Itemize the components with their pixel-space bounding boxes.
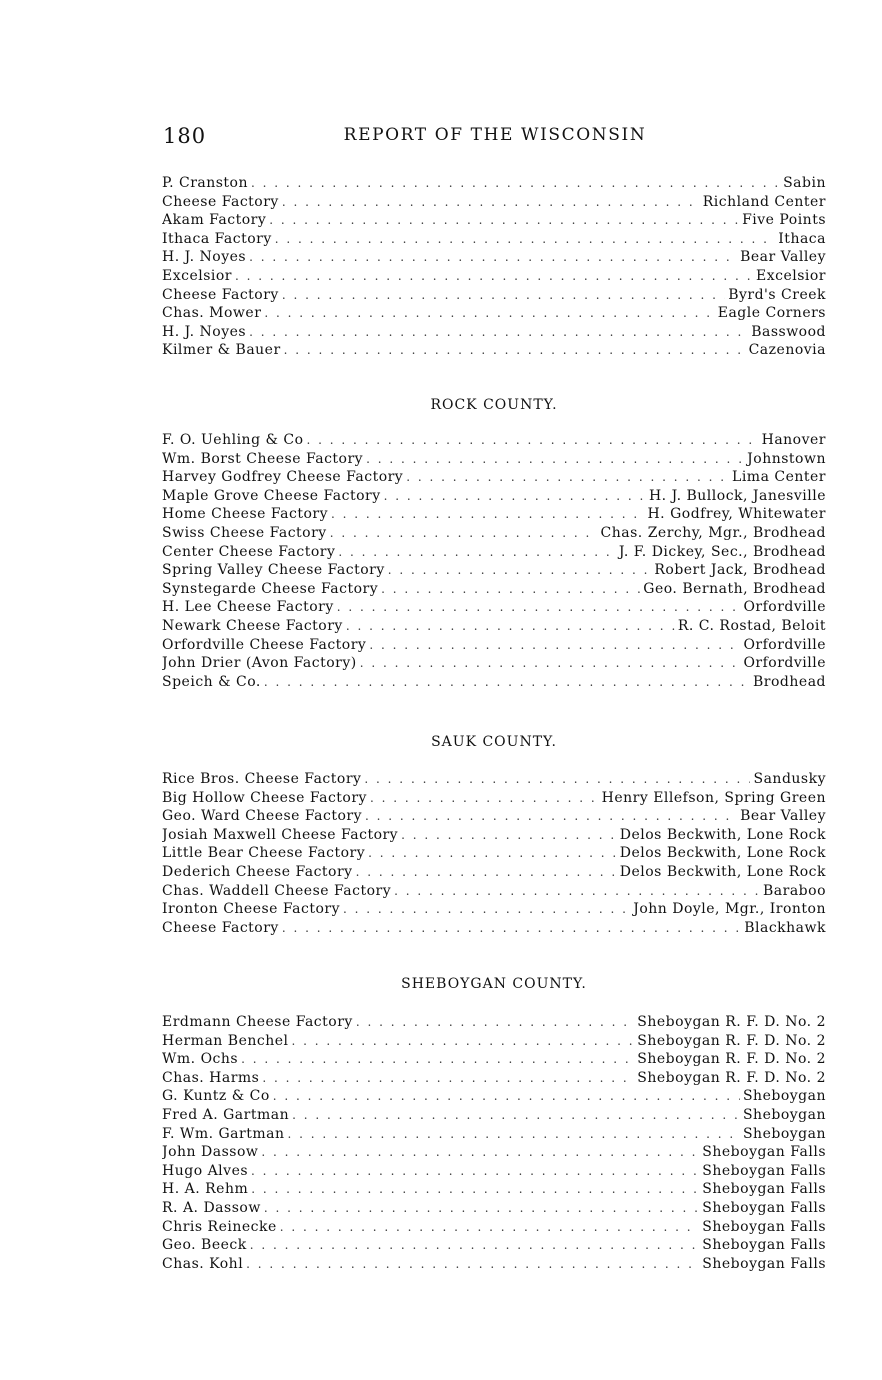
entry-location: Sabin [783, 175, 826, 191]
dot-leader [261, 1143, 699, 1162]
entry-name: John Drier (Avon Factory) [162, 655, 357, 672]
entry-name: Rice Bros. Cheese Factory [162, 771, 362, 787]
entry-location: Sheboygan Falls [702, 1199, 826, 1216]
dot-leader [246, 1255, 699, 1274]
dot-leader [364, 770, 750, 789]
entry-location: Bear Valley [740, 249, 826, 266]
dot-leader [337, 598, 741, 617]
dot-leader [264, 1199, 699, 1218]
running-title: REPORT OF THE WISCONSIN [343, 125, 647, 145]
entry-name: Chas. Waddell Cheese Factory [162, 882, 392, 899]
dot-leader [346, 617, 675, 636]
entry-name: Geo. Ward Cheese Factory [162, 808, 363, 825]
entry-name: Josiah Maxwell Cheese Factory [162, 826, 399, 843]
entry-name: Newark Cheese Factory [162, 617, 343, 634]
dot-leader [343, 900, 630, 919]
entry-location: Delos Beckwith, Lone Rock [619, 826, 826, 843]
entry-name: Hugo Alves [162, 1162, 249, 1179]
list-item [162, 1236, 826, 1255]
entry-name: Cheese Factory [162, 919, 279, 936]
entry-location: Sheboygan Falls [702, 1181, 826, 1198]
dot-leader [282, 193, 700, 212]
dot-leader [249, 248, 737, 267]
entry-name: Fred A. Gartman [162, 1106, 290, 1123]
entry-name: Little Bear Cheese Factory [162, 845, 366, 862]
entry-name: Wm. Ochs [162, 1051, 239, 1068]
entry-location: Sheboygan R. F. D. No. 2 [637, 1051, 826, 1068]
list-item [162, 450, 826, 469]
section-sauk-county [162, 733, 826, 937]
entry-location: John Doyle, Mgr., Ironton [633, 901, 826, 918]
entry-location: Delos Beckwith, Lone Rock [619, 863, 826, 880]
dot-leader [370, 789, 599, 808]
entry-location: Blackhawk [744, 919, 826, 936]
dot-leader [251, 174, 780, 193]
page-header [163, 124, 827, 150]
list-item [162, 561, 826, 580]
entry-location: Richland Center [702, 193, 826, 210]
list-item [162, 323, 826, 342]
list-item [162, 919, 826, 938]
entry-location: Orfordville [743, 636, 826, 653]
entry-name: Chris Reinecke [162, 1218, 277, 1235]
dot-leader [288, 1125, 740, 1144]
entry-location: Basswood [751, 323, 826, 340]
entry-name: P. Cranston [162, 175, 249, 191]
dot-leader [365, 807, 737, 826]
entry-list [162, 174, 826, 360]
entry-list [162, 1013, 826, 1273]
entry-location: Sheboygan Falls [702, 1237, 826, 1254]
entry-name: Ironton Cheese Factory [162, 901, 341, 918]
entry-location: Johnstown [747, 450, 826, 467]
dot-leader [394, 882, 760, 901]
entry-location: Baraboo [763, 882, 826, 899]
entry-location: Sheboygan [742, 1088, 826, 1105]
entry-name: Akam Factory [162, 212, 267, 229]
entry-location: Chas. Zerchy, Mgr., Brodhead [600, 524, 826, 541]
entry-location: Excelsior [755, 267, 826, 284]
list-item [162, 174, 826, 193]
entry-name: Home Cheese Factory [162, 506, 328, 523]
entry-name: Geo. Beeck [162, 1237, 247, 1254]
dot-leader [384, 487, 646, 506]
entry-name: Maple Grove Cheese Factory [162, 487, 381, 504]
dot-leader [356, 1013, 634, 1032]
list-item [162, 580, 826, 599]
dot-leader [241, 1050, 634, 1069]
entry-location: Sheboygan Falls [702, 1218, 826, 1235]
entry-name: Cheese Factory [162, 286, 279, 303]
entry-location: Sheboygan Falls [702, 1144, 826, 1161]
dot-leader [235, 267, 753, 286]
dot-leader [273, 1087, 740, 1106]
entry-location: J. F. Dickey, Sec., Brodhead [618, 543, 826, 560]
list-item [162, 431, 826, 450]
list-item [162, 505, 826, 524]
list-item [162, 193, 826, 212]
list-item [162, 1143, 826, 1162]
dot-leader [366, 450, 744, 469]
list-item [162, 1050, 826, 1069]
entry-name: H. Lee Cheese Factory [162, 599, 334, 616]
list-item [162, 1162, 826, 1181]
dot-leader [307, 431, 759, 450]
list-item [162, 468, 826, 487]
entry-location: Brodhead [753, 673, 826, 690]
entry-location: Sheboygan R. F. D. No. 2 [637, 1032, 826, 1049]
entry-name: Harvey Godfrey Cheese Factory [162, 469, 404, 486]
dot-leader [269, 211, 739, 230]
list-item [162, 248, 826, 267]
dot-leader [284, 341, 746, 360]
list-item [162, 770, 826, 789]
entry-name: H. A. Rehm [162, 1181, 249, 1198]
dot-leader [292, 1106, 740, 1125]
entry-location: Sandusky [753, 771, 826, 787]
entry-name: Cheese Factory [162, 193, 279, 210]
entry-location: Sheboygan R. F. D. No. 2 [637, 1014, 826, 1030]
page-number: 180 [163, 124, 207, 148]
list-item [162, 267, 826, 286]
entry-location: Sheboygan R. F. D. No. 2 [637, 1069, 826, 1086]
entry-name: Swiss Cheese Factory [162, 524, 327, 541]
entry-location: Sheboygan Falls [702, 1255, 826, 1272]
entry-location: R. C. Rostad, Beloit [677, 617, 826, 634]
section-unnamed-county [162, 174, 826, 360]
entry-name: Speich & Co. [162, 673, 261, 690]
entry-name: Ithaca Factory [162, 230, 272, 247]
entry-location: Byrd's Creek [728, 286, 826, 303]
entry-name: Orfordville Cheese Factory [162, 636, 367, 653]
entry-location: Bear Valley [740, 808, 826, 825]
entry-name: Big Hollow Cheese Factory [162, 789, 367, 806]
list-item [162, 1069, 826, 1088]
entry-name: Chas. Kohl [162, 1255, 244, 1272]
entry-name: Chas. Harms [162, 1069, 260, 1086]
dot-leader [250, 1236, 700, 1255]
list-item [162, 636, 826, 655]
entry-name: F. O. Uehling & Co [162, 432, 304, 448]
dot-leader [264, 304, 714, 323]
entry-name: John Dassow [162, 1144, 259, 1161]
dot-leader [369, 636, 740, 655]
entry-name: Erdmann Cheese Factory [162, 1014, 353, 1030]
dot-leader [331, 505, 644, 524]
dot-leader [356, 863, 617, 882]
dot-leader [282, 286, 725, 305]
list-item [162, 1106, 826, 1125]
list-item [162, 900, 826, 919]
entry-location: Robert Jack, Brodhead [654, 562, 826, 579]
section-heading: ROCK COUNTY. [430, 397, 558, 413]
entry-name: Kilmer & Bauer [162, 342, 281, 359]
entry-name: Dederich Cheese Factory [162, 863, 353, 880]
section-sheboygan-county [162, 975, 826, 1273]
entry-location: Lima Center [732, 469, 826, 486]
entry-list [162, 770, 826, 937]
list-item [162, 617, 826, 636]
entry-location: Eagle Corners [717, 305, 826, 322]
section-heading: SAUK COUNTY. [431, 734, 557, 750]
entry-name: Center Cheese Factory [162, 543, 336, 560]
list-item [162, 654, 826, 673]
list-item [162, 230, 826, 249]
entry-name: Spring Valley Cheese Factory [162, 562, 385, 579]
section-rock-county [162, 396, 826, 691]
list-item [162, 789, 826, 808]
list-item [162, 826, 826, 845]
list-item [162, 1180, 826, 1199]
list-item [162, 1032, 826, 1051]
dot-leader [401, 826, 617, 845]
dot-leader [264, 673, 750, 692]
entry-name: R. A. Dassow [162, 1199, 261, 1216]
dot-leader [406, 468, 729, 487]
entry-list [162, 431, 826, 691]
entry-location: H. Godfrey, Whitewater [647, 506, 826, 523]
dot-leader [368, 844, 617, 863]
entry-location: Geo. Bernath, Brodhead [643, 580, 826, 597]
entry-name: Herman Benchel [162, 1032, 289, 1049]
list-item [162, 1218, 826, 1237]
list-item [162, 1125, 826, 1144]
dot-leader [251, 1162, 699, 1181]
entry-location: Hanover [761, 432, 826, 448]
list-item [162, 1013, 826, 1032]
entry-location: Orfordville [743, 655, 826, 672]
entry-location: Sheboygan Falls [702, 1162, 826, 1179]
entry-location: Ithaca [778, 230, 826, 247]
dot-leader [330, 524, 598, 543]
dot-leader [280, 1218, 700, 1237]
entry-location: Henry Ellefson, Spring Green [601, 789, 826, 806]
entry-location: Orfordville [743, 599, 826, 616]
list-item [162, 673, 826, 692]
dot-leader [262, 1069, 634, 1088]
entry-location: Five Points [742, 212, 826, 229]
list-item [162, 1255, 826, 1274]
entry-name: H. J. Noyes [162, 323, 247, 340]
entry-name: G. Kuntz & Co [162, 1088, 270, 1105]
entry-name: F. Wm. Gartman [162, 1125, 285, 1142]
list-item [162, 882, 826, 901]
entry-name: Synstegarde Cheese Factory [162, 580, 379, 597]
dot-leader [251, 1180, 699, 1199]
entry-location: Delos Beckwith, Lone Rock [619, 845, 826, 862]
list-item [162, 598, 826, 617]
list-item [162, 807, 826, 826]
list-item [162, 863, 826, 882]
list-item [162, 844, 826, 863]
list-item [162, 524, 826, 543]
list-item [162, 543, 826, 562]
entry-location: Sheboygan [742, 1106, 826, 1123]
dot-leader [388, 561, 652, 580]
entry-location: H. J. Bullock, Janesville [648, 487, 826, 504]
entry-name: Chas. Mower [162, 305, 262, 322]
list-item [162, 304, 826, 323]
list-item [162, 341, 826, 360]
list-item [162, 286, 826, 305]
entry-name: Wm. Borst Cheese Factory [162, 450, 364, 467]
list-item [162, 487, 826, 506]
entry-location: Cazenovia [748, 342, 826, 359]
list-item [162, 211, 826, 230]
entry-location: Sheboygan [742, 1125, 826, 1142]
list-item [162, 1199, 826, 1218]
dot-leader [338, 543, 615, 562]
entry-name: Excelsior [162, 267, 233, 284]
section-heading: SHEBOYGAN COUNTY. [401, 976, 587, 992]
dot-leader [275, 230, 776, 249]
dot-leader [249, 323, 748, 342]
dot-leader [381, 580, 640, 599]
dot-leader [282, 919, 741, 938]
dot-leader [292, 1032, 635, 1051]
dot-leader [360, 654, 741, 673]
list-item [162, 1087, 826, 1106]
entry-name: H. J. Noyes [162, 249, 247, 266]
